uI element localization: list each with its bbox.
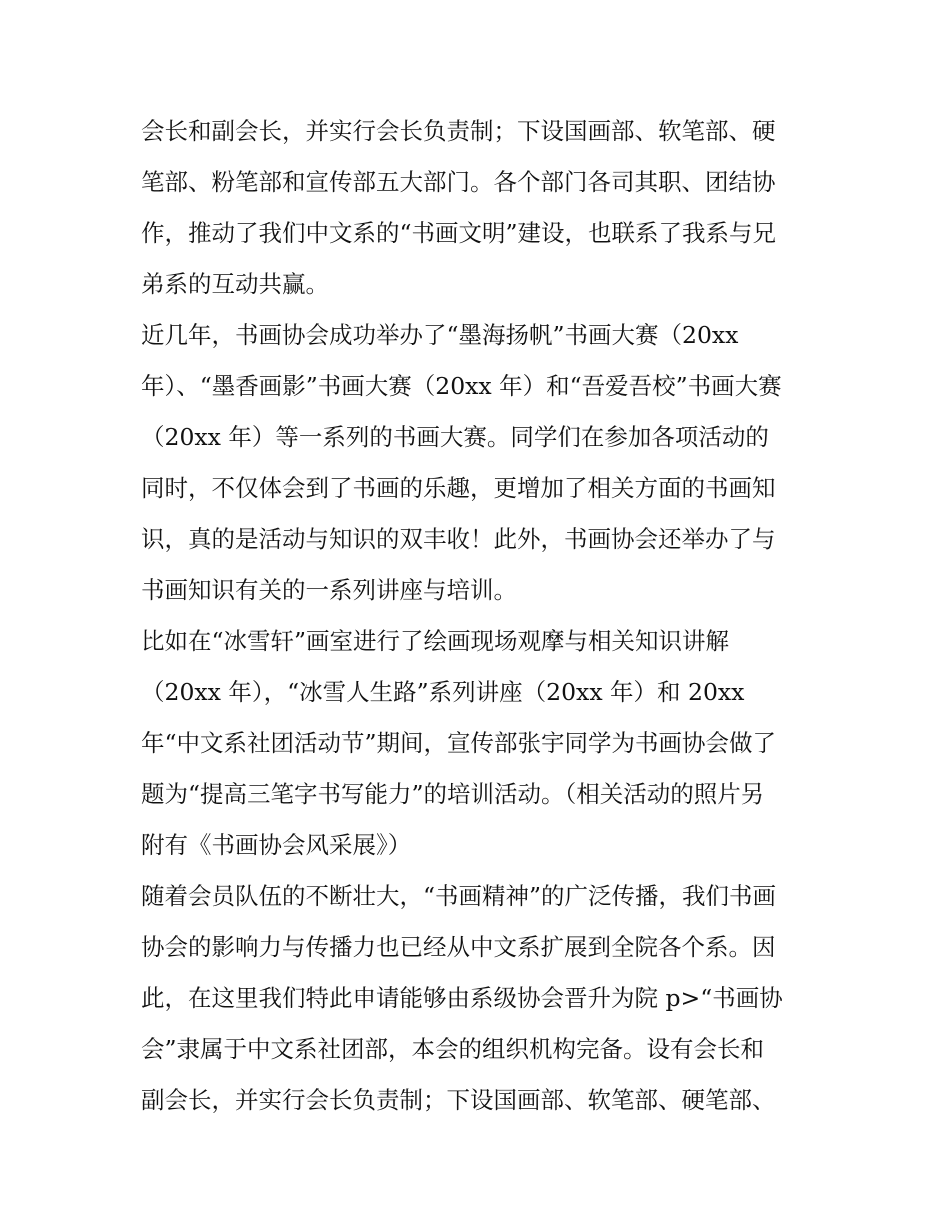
text-line: 协会的影响力与传播力也已经从中文系扩展到全院各个系。因 bbox=[141, 933, 776, 961]
text-line: 年）、“墨香画影”书画大赛（20xx 年）和“吾爱吾校”书画大赛 bbox=[141, 372, 782, 400]
text-line: 附有《书画协会风采展》） bbox=[141, 831, 412, 859]
text-line: （20xx 年）等一系列的书画大赛。同学们在参加各项活动的 bbox=[141, 423, 769, 451]
text-line: 随着会员队伍的不断壮大，“书画精神”的广泛传播，我们书画 bbox=[141, 882, 777, 910]
text-line: 笔部、粉笔部和宣传部五大部门。各个部门各司其职、团结协 bbox=[141, 168, 776, 196]
text-line: 识，真的是活动与知识的双丰收！此外，书画协会还举办了与 bbox=[141, 525, 776, 553]
text-line: 此，在这里我们特此申请能够由系级协会晋升为院 p>“书画协 bbox=[141, 984, 783, 1012]
text-line: 作，推动了我们中文系的“书画文明”建设，也联系了我系与兄 bbox=[141, 219, 777, 247]
text-line: 会”隶属于中文系社团部，本会的组织机构完备。设有会长和 bbox=[141, 1035, 765, 1063]
text-line: 近几年，书画协会成功举办了“墨海扬帆”书画大赛（20xx bbox=[141, 321, 739, 349]
text-line: 年“中文系社团活动节”期间，宣传部张宇同学为书画协会做了 bbox=[141, 729, 777, 757]
text-line: （20xx 年），“冰雪人生路”系列讲座（20xx 年）和 20xx bbox=[141, 678, 745, 706]
text-line: 题为“提高三笔字书写能力”的培训活动。（相关活动的照片另 bbox=[141, 780, 765, 808]
text-line: 同时，不仅体会到了书画的乐趣，更增加了相关方面的书画知 bbox=[141, 474, 776, 502]
text-line: 弟系的互动共赢。 bbox=[141, 270, 329, 298]
text-line: 副会长，并实行会长负责制；下设国画部、软笔部、硬笔部、 bbox=[141, 1086, 776, 1114]
document-body bbox=[141, 106, 821, 1126]
text-line: 比如在“冰雪轩”画室进行了绘画现场观摩与相关知识讲解 bbox=[141, 627, 730, 655]
text-line: 会长和副会长，并实行会长负责制；下设国画部、软笔部、硬 bbox=[141, 117, 776, 145]
text-line: 书画知识有关的一系列讲座与培训。 bbox=[141, 576, 517, 604]
